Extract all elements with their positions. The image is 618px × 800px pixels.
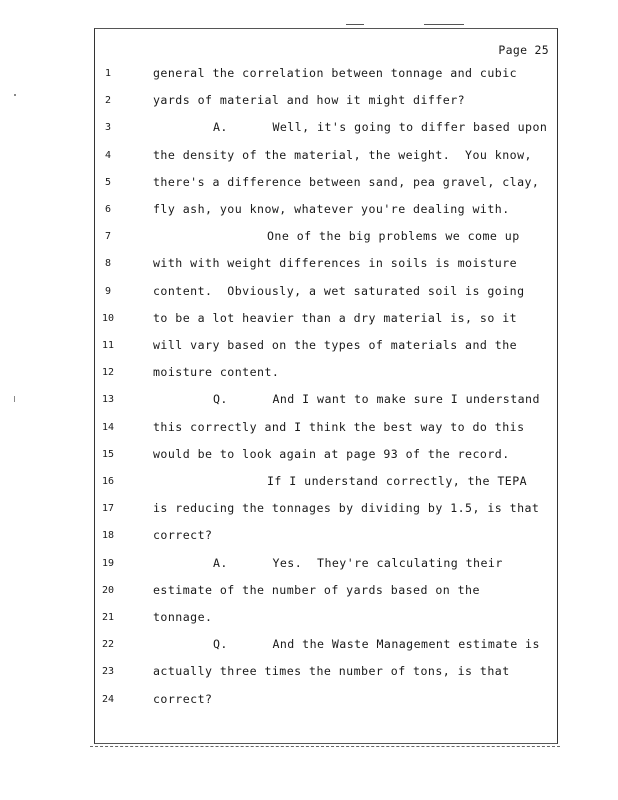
- line-text: Q. And the Waste Management estimate is: [213, 637, 540, 652]
- line-number: 21: [101, 612, 115, 623]
- transcript-line: [95, 528, 559, 544]
- transcript-line: [95, 175, 559, 191]
- line-number: 10: [101, 312, 115, 324]
- line-text: Q. And I want to make sure I understand: [213, 392, 540, 407]
- transcript-line: [95, 93, 559, 109]
- line-number: 19: [101, 557, 115, 569]
- line-number: 23: [101, 666, 115, 678]
- transcript-line: [95, 229, 559, 245]
- transcript-line: [95, 420, 559, 436]
- line-number: 13: [101, 394, 115, 406]
- line-text: there's a difference between sand, pea gravel, clay,: [153, 174, 540, 189]
- line-number: 18: [101, 530, 115, 542]
- line-number: 4: [104, 149, 112, 161]
- line-text: estimate of the number of yards based on the: [153, 582, 480, 597]
- transcript-line: [95, 66, 559, 82]
- transcript-line: [95, 447, 559, 463]
- transcript-line: [95, 338, 559, 354]
- line-number: 6: [104, 204, 112, 215]
- line-text: If I understand correctly, the TEPA: [267, 474, 528, 488]
- transcript-line: [95, 120, 559, 136]
- line-text: yards of material and how it might differ?: [153, 93, 466, 108]
- transcript-line: [95, 256, 559, 272]
- line-text: fly ash, you know, whatever you're dealing with.: [153, 202, 510, 216]
- line-text: this correctly and I think the best way to do this: [153, 419, 525, 434]
- page-number: Page 25: [498, 43, 549, 57]
- line-number: 12: [101, 367, 115, 379]
- transcript-line: [95, 583, 559, 599]
- transcript-line: [95, 637, 559, 653]
- line-text: would be to look again at page 93 of the record.: [153, 446, 510, 461]
- line-number: 16: [101, 476, 115, 487]
- line-number: 2: [104, 95, 112, 107]
- line-number: 22: [101, 639, 115, 651]
- transcript-line: [95, 474, 559, 490]
- transcript-line: [95, 610, 559, 626]
- line-text: general the correlation between tonnage and cubic: [153, 66, 518, 80]
- scan-artifact-top-left: [346, 24, 364, 25]
- line-number: 3: [104, 122, 112, 134]
- line-text: to be a lot heavier than a dry material is, so it: [153, 310, 518, 325]
- line-number: 9: [104, 285, 112, 297]
- line-text: One of the big problems we come up: [267, 229, 520, 244]
- transcript-line: [95, 202, 559, 218]
- line-number: 1: [104, 68, 112, 79]
- transcript-line: [95, 392, 559, 408]
- line-text: tonnage.: [153, 610, 213, 624]
- scan-speck: [14, 94, 16, 96]
- transcript-line: [95, 664, 559, 680]
- line-text: the density of the material, the weight. You know,: [153, 147, 532, 162]
- transcript-line: [95, 311, 559, 327]
- scan-artifact-top-right: [424, 24, 464, 25]
- scan-speck: [14, 396, 15, 402]
- line-number: 15: [101, 448, 115, 460]
- line-number: 11: [101, 340, 115, 351]
- transcript-line: [95, 501, 559, 517]
- line-text: content. Obviously, a wet saturated soil is going: [153, 283, 525, 298]
- line-number: 24: [101, 693, 115, 705]
- transcript-line: [95, 365, 559, 381]
- line-number: 17: [101, 503, 115, 515]
- transcript-line: [95, 556, 559, 572]
- line-number: 5: [104, 176, 112, 188]
- bottom-rule: [90, 746, 560, 749]
- line-text: with with weight differences in soils is moisture: [153, 256, 518, 271]
- transcript-line: [95, 148, 559, 164]
- line-text: moisture content.: [153, 365, 280, 380]
- line-text: correct?: [153, 691, 213, 706]
- line-number: 20: [101, 584, 115, 596]
- line-text: will vary based on the types of materials and the: [153, 338, 518, 352]
- line-text: A. Yes. They're calculating their: [213, 555, 503, 570]
- transcript-line: [95, 284, 559, 300]
- line-text: actually three times the number of tons, is that: [153, 664, 510, 679]
- line-text: is reducing the tonnages by dividing by 1.5, is that: [153, 501, 540, 516]
- line-number: 14: [101, 421, 115, 433]
- line-number: 8: [104, 258, 112, 270]
- line-text: A. Well, it's going to differ based upon: [213, 120, 548, 135]
- line-number: 7: [104, 231, 112, 243]
- transcript-page: [94, 28, 558, 744]
- line-text: correct?: [153, 528, 213, 543]
- transcript-line: [95, 692, 559, 708]
